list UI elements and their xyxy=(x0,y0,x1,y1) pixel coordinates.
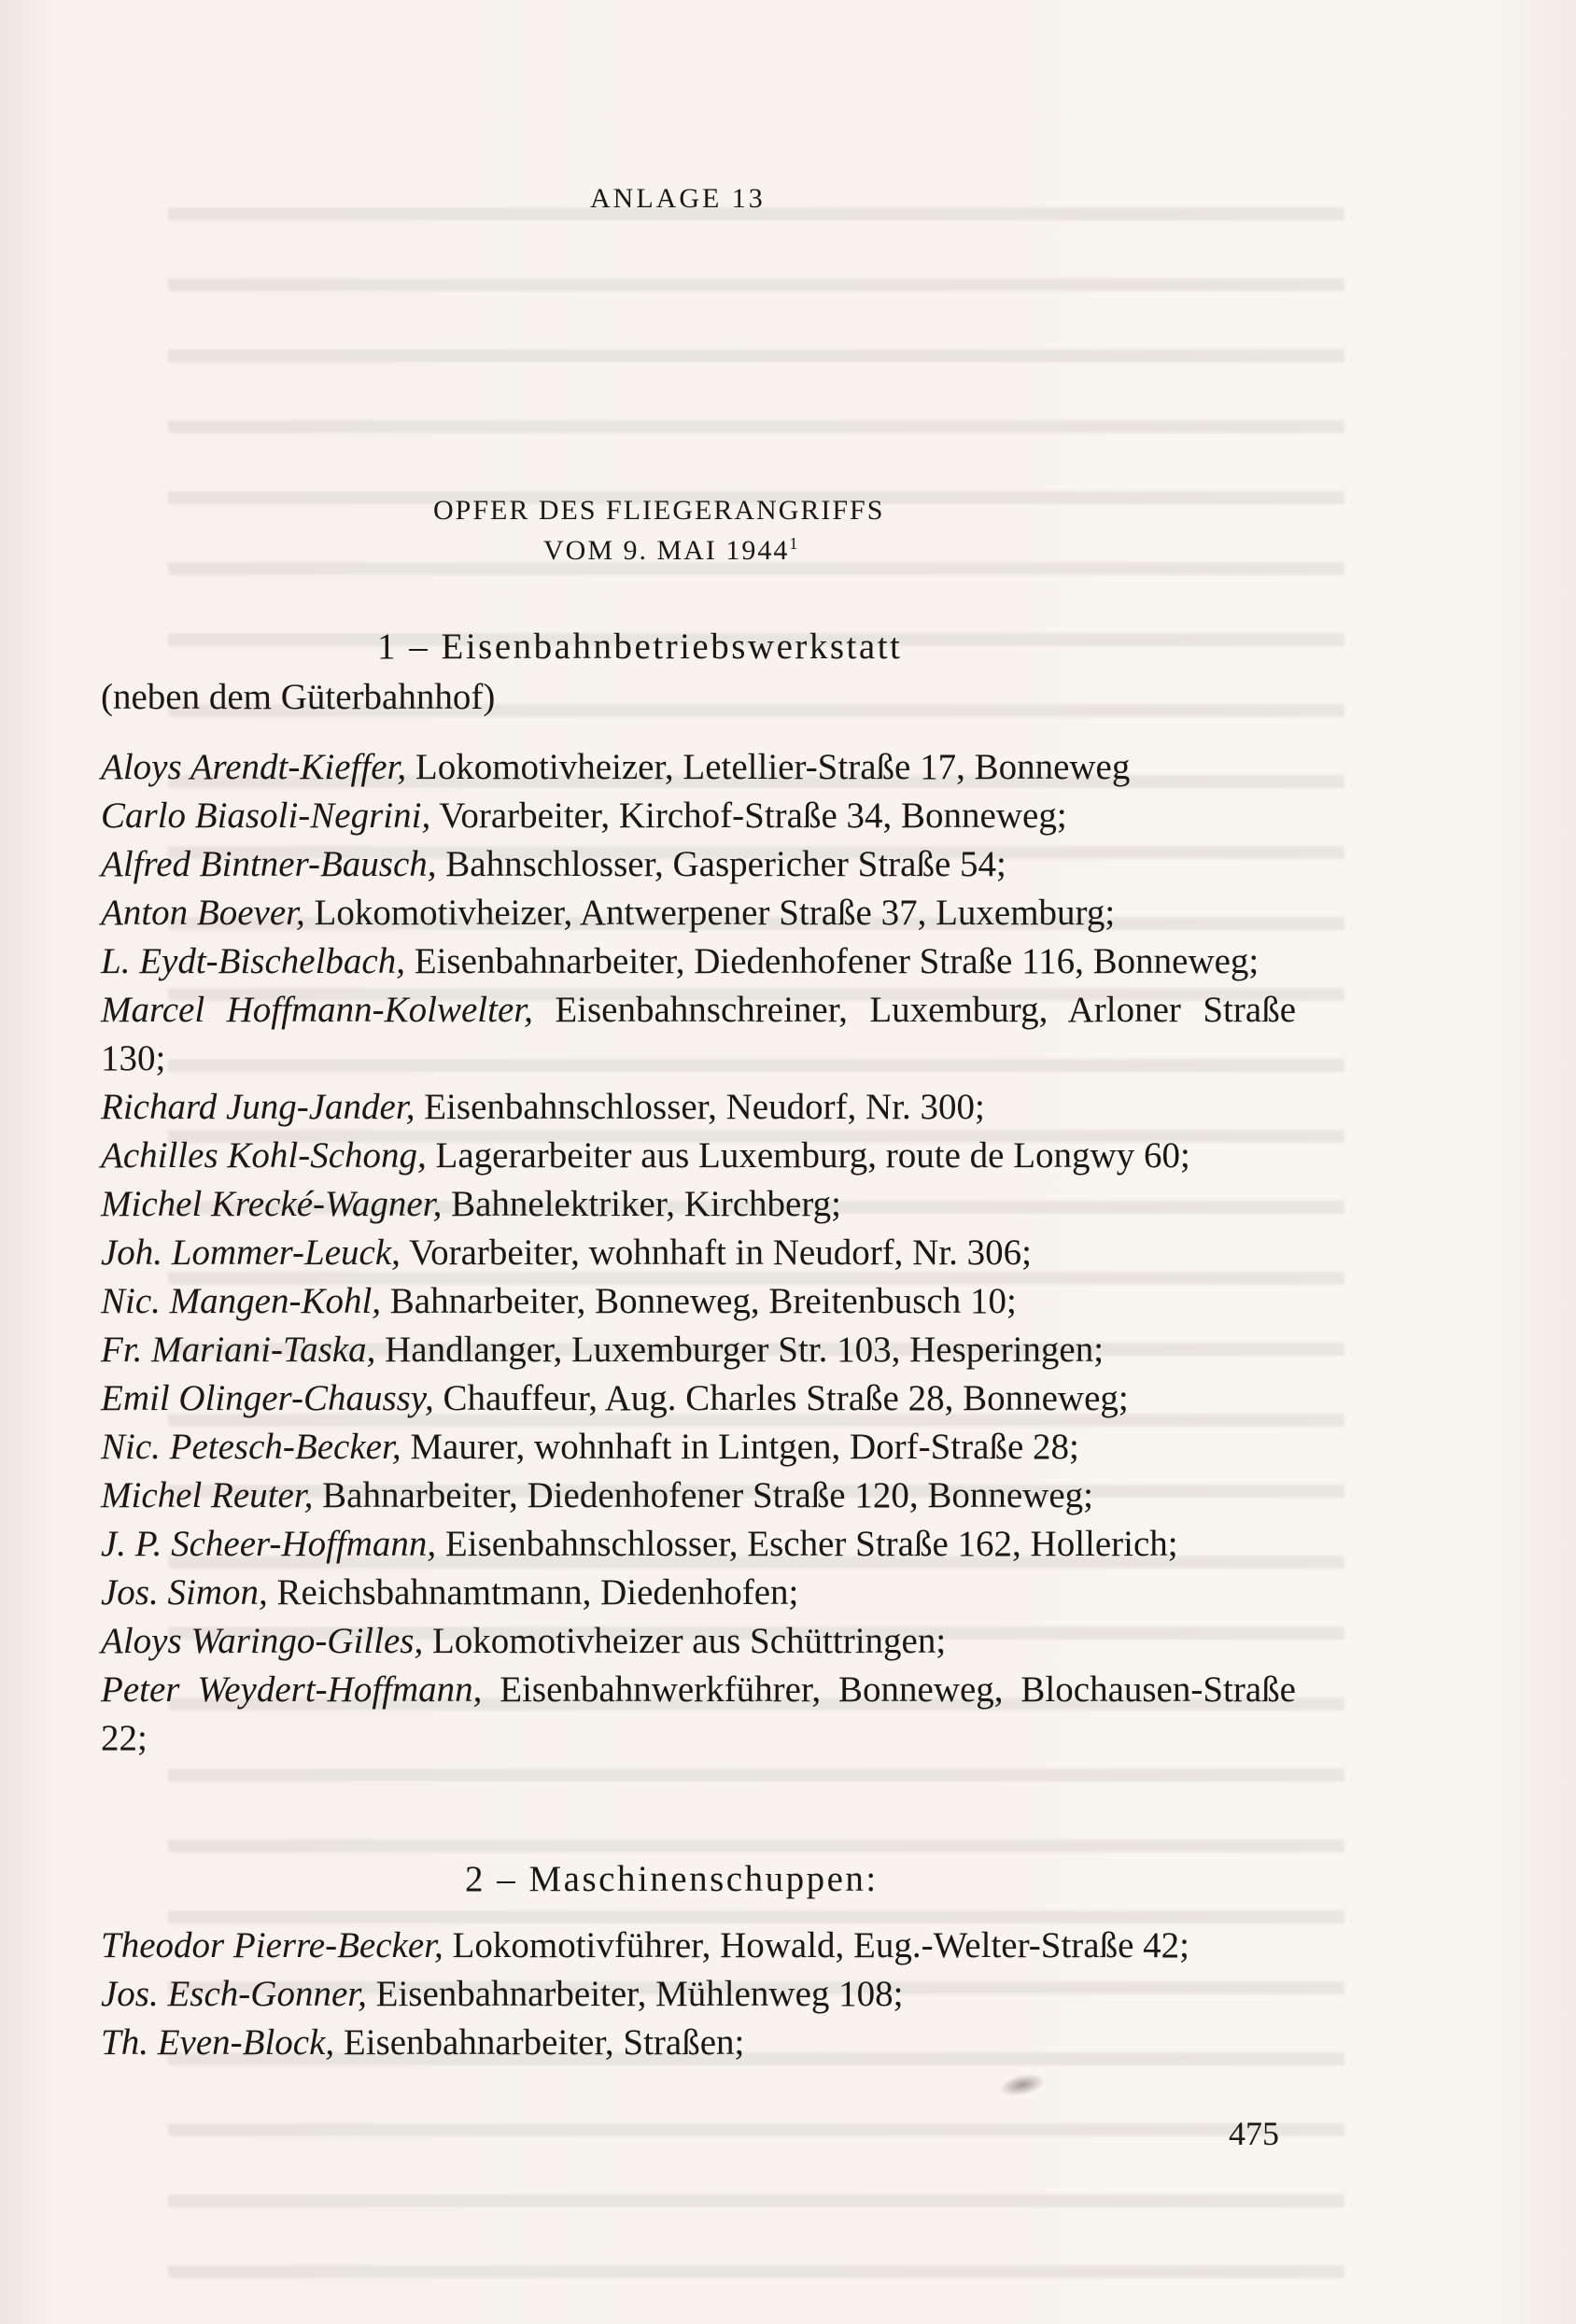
ink-smudge xyxy=(997,2070,1047,2100)
victim-details: Reichsbahnamtmann, Diedenhofen; xyxy=(267,1572,799,1613)
victim-entry xyxy=(101,1326,1296,1374)
victim-name: Jos. Esch-Gonner, xyxy=(101,1974,367,2014)
victim-name: J. P. Scheer-Hoffmann, xyxy=(101,1524,437,1564)
victim-entry xyxy=(101,1666,1296,1763)
page-number: 475 xyxy=(1229,2115,1279,2152)
victim-entry xyxy=(101,840,1296,889)
victim-details: Bahnarbeiter, Diedenhofener Straße 120, Bonneweg; xyxy=(313,1475,1093,1515)
victim-details: Lokomotivheizer, Letellier-Straße 17, Bonneweg xyxy=(406,747,1131,787)
victim-entry xyxy=(101,1083,1296,1132)
victim-details: Chauffeur, Aug. Charles Straße 28, Bonneweg; xyxy=(433,1378,1129,1418)
victim-details: Eisenbahnschlosser, Escher Straße 162, Hollerich; xyxy=(436,1524,1178,1564)
victim-entry xyxy=(101,1569,1296,1617)
victim-entry xyxy=(101,1970,1296,2019)
victim-details: Handlanger, Luxemburger Str. 103, Hesperingen; xyxy=(375,1330,1105,1370)
victim-name: Fr. Mariani-Taska, xyxy=(101,1330,376,1370)
victim-details: Lagerarbeiter aus Luxemburg, route de Longwy 60; xyxy=(426,1135,1190,1176)
victim-details: Bahnarbeiter, Bonneweg, Breitenbusch 10; xyxy=(381,1281,1017,1321)
section-2-heading: 2 – Maschinenschuppen: xyxy=(465,1859,879,1899)
section-1-subheading: (neben dem Güterbahnhof) xyxy=(101,677,496,717)
victim-name: Aloys Arendt-Kieffer, xyxy=(101,747,407,787)
victim-details: Bahnschlosser, Gaspericher Straße 54; xyxy=(436,844,1006,884)
victim-details: Bahnelektriker, Kirchberg; xyxy=(442,1184,841,1224)
section-2-entry-list xyxy=(101,1922,1296,2067)
victim-entry xyxy=(101,986,1296,1083)
victim-name: Michel Reuter, xyxy=(101,1475,314,1515)
victim-name: Nic. Mangen-Kohl, xyxy=(101,1281,382,1321)
victim-name: Emil Olinger-Chaussy, xyxy=(101,1378,434,1418)
victim-details: Lokomotivheizer aus Schüttringen; xyxy=(423,1621,947,1661)
section-1-entry-list xyxy=(101,743,1296,1763)
victim-entry xyxy=(101,1922,1296,1970)
victim-entry xyxy=(101,792,1296,840)
footnote-mark: 1 xyxy=(789,534,798,553)
section-1-heading: 1 – Eisenbahnbetriebswerkstatt xyxy=(377,627,903,667)
victim-entry xyxy=(101,889,1296,937)
victim-name: Th. Even-Block, xyxy=(101,2022,335,2063)
victim-entry xyxy=(101,1229,1296,1277)
victim-name: Nic. Petesch-Becker, xyxy=(101,1427,401,1467)
title-date: VOM 9. MAI 1944 xyxy=(543,535,790,566)
victim-details: Maurer, wohnhaft in Lintgen, Dorf-Straße 28; xyxy=(401,1427,1079,1467)
victim-entry xyxy=(101,1423,1296,1472)
victim-name: Anton Boever, xyxy=(101,893,305,933)
victim-details: Eisenbahnwerkführer, Bonneweg, Blochausen-Straße 22; xyxy=(101,1669,1296,1758)
victim-name: Alfred Bintner-Bausch, xyxy=(101,844,437,884)
victim-name: Achilles Kohl-Schong, xyxy=(101,1135,427,1176)
victim-entry xyxy=(101,743,1296,792)
victim-name: Carlo Biasoli-Negrini, xyxy=(101,796,431,836)
victim-name: L. Eydt-Bischelbach, xyxy=(101,941,405,981)
victim-name: Joh. Lommer-Leuck, xyxy=(101,1232,401,1273)
victim-entry xyxy=(101,1617,1296,1666)
victim-details: Eisenbahnschlosser, Neudorf, Nr. 300; xyxy=(415,1087,985,1127)
victim-name: Aloys Waringo-Gilles, xyxy=(101,1621,424,1661)
victim-entry xyxy=(101,1277,1296,1326)
victim-entry xyxy=(101,937,1296,986)
victim-entry xyxy=(101,1472,1296,1520)
victim-name: Marcel Hoffmann-Kolwelter, xyxy=(101,990,533,1030)
victim-details: Eisenbahnschreiner, Luxemburg, Arloner Straße 130; xyxy=(101,990,1297,1078)
victim-entry xyxy=(101,2019,1296,2067)
victim-name: Jos. Simon, xyxy=(101,1572,268,1613)
victim-details: Vorarbeiter, wohnhaft in Neudorf, Nr. 306; xyxy=(400,1232,1033,1273)
annex-label: ANLAGE 13 xyxy=(590,183,766,214)
title-line-2 xyxy=(543,534,797,567)
victim-details: Eisenbahnarbeiter, Diedenhofener Straße 116, Bonneweg; xyxy=(405,941,1259,981)
victim-entry xyxy=(101,1180,1296,1229)
title-line-1: OPFER DES FLIEGERANGRIFFS xyxy=(433,495,885,526)
victim-details: Vorarbeiter, Kirchof-Straße 34, Bonneweg; xyxy=(430,796,1067,836)
victim-details: Lokomotivführer, Howald, Eug.-Welter-Straße 42; xyxy=(443,1925,1189,1965)
victim-details: Eisenbahnarbeiter, Straßen; xyxy=(334,2022,745,2063)
victim-entry xyxy=(101,1374,1296,1423)
victim-details: Lokomotivheizer, Antwerpener Straße 37, Luxemburg; xyxy=(304,893,1116,933)
victim-name: Michel Krecké-Wagner, xyxy=(101,1184,443,1224)
victim-entry xyxy=(101,1132,1296,1180)
victim-name: Peter Weydert-Hoffmann, xyxy=(101,1669,483,1710)
victim-name: Richard Jung-Jander, xyxy=(101,1087,415,1127)
victim-name: Theodor Pierre-Becker, xyxy=(101,1925,443,1965)
victim-details: Eisenbahnarbeiter, Mühlenweg 108; xyxy=(366,1974,904,2014)
victim-entry xyxy=(101,1520,1296,1569)
